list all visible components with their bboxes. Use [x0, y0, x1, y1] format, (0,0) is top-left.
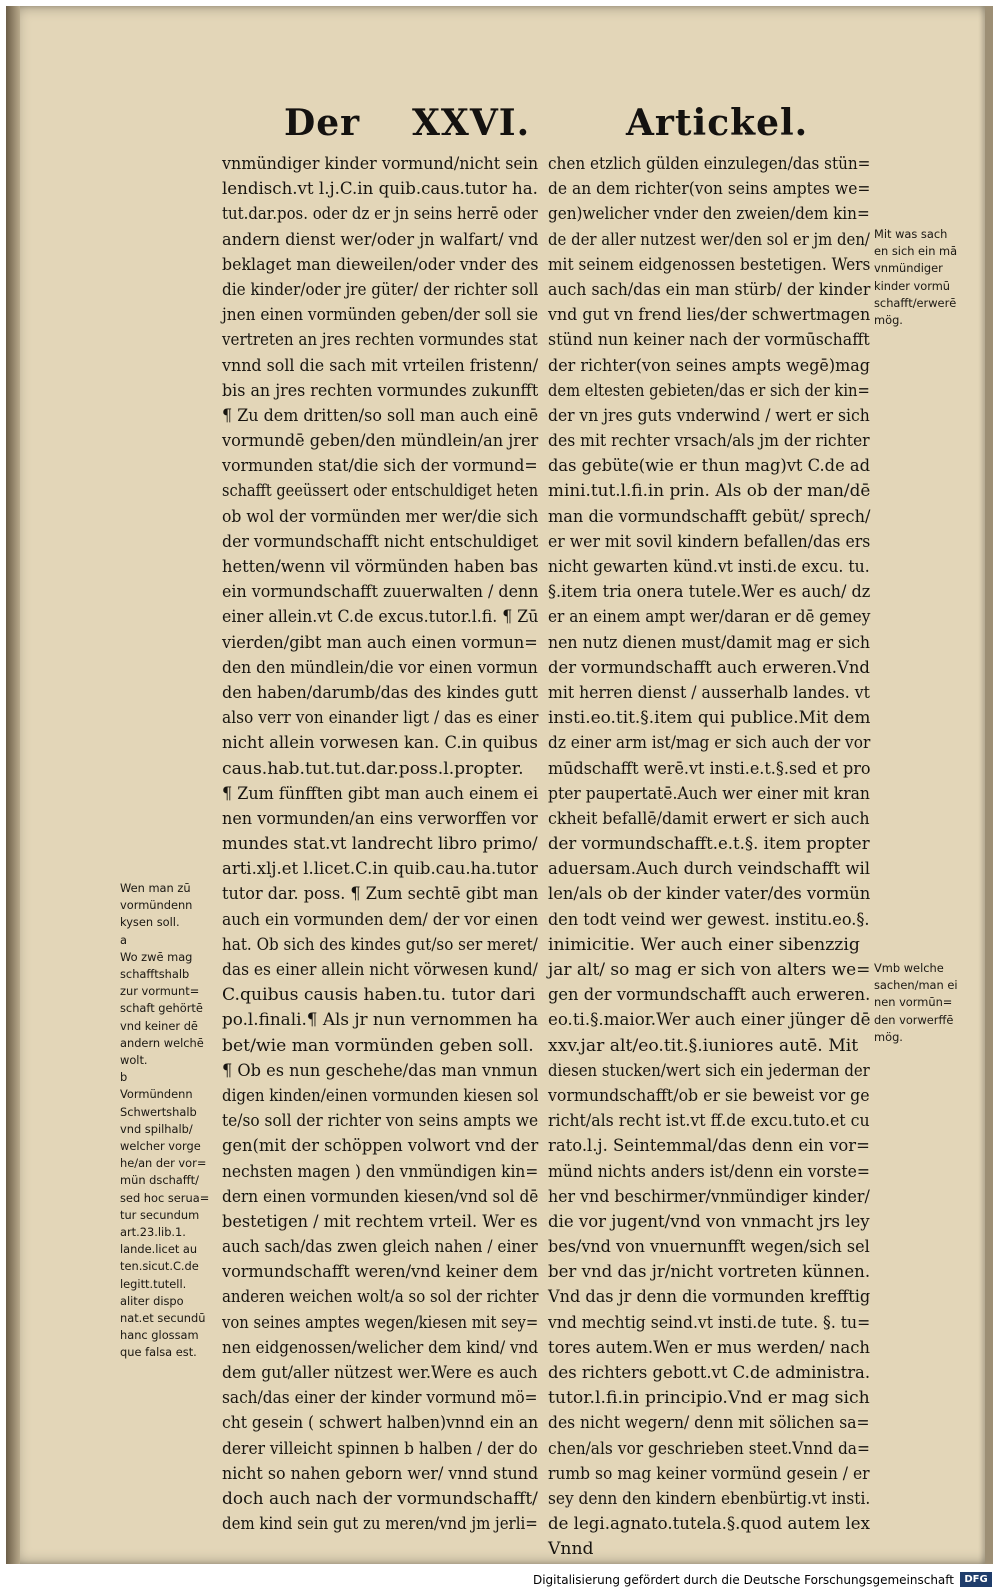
text-line: sey denn den kindern ebenbürtig.vt insti.: [548, 1488, 871, 1509]
text-line: vnd gut vn frend lies/der schwertmagen: [548, 305, 871, 326]
header-center: XXVI.: [412, 102, 531, 144]
margin-note-line: aliter dispo: [120, 1293, 184, 1308]
text-line: vormundschafft/ob er sie beweist vor ge: [548, 1085, 870, 1106]
text-line: derer villeicht spinnen b halben / der do: [222, 1438, 538, 1459]
margin-note-line: art.23.lib.1.: [120, 1225, 186, 1240]
footer-bar: [0, 1570, 1000, 1591]
text-line: sach/das einer der kinder vormund mö=: [222, 1388, 538, 1409]
text-line: des mit rechter vrsach/als jm der richter: [548, 431, 870, 452]
text-line: gen(mit der schöppen volwort vnd der: [222, 1136, 539, 1157]
text-line: den haben/darumb/das des kindes gutt: [222, 682, 538, 703]
margin-note-line: b: [120, 1070, 128, 1085]
margin-note-line: ten.sicut.C.de: [120, 1259, 199, 1274]
text-line: gen)welicher vnder den zweien/dem kin=: [548, 204, 870, 225]
margin-note-line: vormündenn: [120, 898, 193, 913]
text-line: nen nutz dienen must/damit mag er sich: [548, 632, 871, 653]
margin-note-line: nen vormūn=: [874, 995, 953, 1010]
text-line: des richters gebott.vt C.de administra.: [548, 1363, 871, 1383]
text-line: vnnd soll die sach mit vrteilen fristenn/: [222, 355, 539, 376]
text-line: ein vormundschafft zuuerwalten / denn: [222, 582, 539, 603]
text-line: das es einer allein nicht vörwesen kund/: [222, 960, 538, 980]
text-line: diesen stucken/wert sich ein jederman der: [548, 1060, 870, 1081]
margin-note-line: vnd keiner dē: [120, 1018, 198, 1033]
margin-note-line: Wen man zū: [120, 881, 191, 895]
text-line: te/so soll der richter von seins ampts we: [222, 1111, 539, 1132]
text-line: tores autem.Wen er mus werden/ nach: [548, 1337, 870, 1358]
text-line: jar alt/ so mag er sich von alters we=: [548, 960, 871, 980]
page-header: [0, 102, 1000, 148]
text-line: die vor jugent/vnd von vnmacht jrs ley: [548, 1211, 870, 1232]
margin-note-line: he/an der vor=: [120, 1156, 207, 1171]
text-line: de an dem richter(von seins amptes we=: [548, 179, 871, 200]
left-text-column: [222, 152, 538, 1537]
dfg-logo: DFG: [960, 1572, 992, 1587]
margin-note-line: wolt.: [120, 1053, 148, 1068]
text-line: der richter(von seines ampts wegē)mag: [548, 355, 870, 376]
text-line: des nicht wegern/ denn mit sölichen sa=: [548, 1413, 870, 1434]
left-margin-notes: [120, 880, 218, 1362]
text-line: Vnd das jr denn die vormunden krefftig: [548, 1287, 871, 1308]
text-line: vormunden stat/die sich der vormund=: [222, 456, 538, 477]
text-line: vnd mechtig seind.vt insti.de tute. §. tu=: [548, 1312, 871, 1333]
text-line: inimicitie. Wer auch einer sibenzzig: [548, 934, 860, 955]
margin-note-line: andern welchē: [120, 1035, 204, 1050]
text-line: dem gut/aller nützest wer.Were es auch: [222, 1363, 538, 1383]
text-line: ber vnd das jr/nicht vortreten künnen.: [548, 1262, 871, 1283]
text-line: auch sach/das ein man stürb/ der kinder: [548, 279, 871, 300]
text-line: bestetigen / mit rechtem vrteil. Wer es: [222, 1211, 538, 1232]
margin-note-line: kinder vormū: [874, 278, 951, 293]
text-line: der vn jres guts vnderwind / wert er sich: [548, 405, 870, 426]
text-line: mundes stat.vt landrecht libro primo/: [222, 834, 538, 855]
text-line: ¶ Zum fünfften gibt man auch einem ei: [222, 783, 539, 804]
text-line: chen/als vor geschrieben steet.Vnnd da=: [548, 1438, 870, 1459]
text-line: po.l.finali.¶ Als jr nun vernommen ha: [222, 1010, 539, 1031]
text-line: aduersam.Auch durch veindschafft wil: [548, 859, 871, 880]
text-line: auch sach/das zwen gleich nahen / einer: [222, 1237, 538, 1258]
text-line: bet/wie man vormünden geben soll.: [222, 1035, 534, 1056]
text-line: nechsten magen ) den vnmündigen kin=: [222, 1161, 539, 1182]
text-line: rumb so mag keiner vormünd gesein / er: [548, 1463, 870, 1484]
text-line: bes/vnd von vnuernunfft wegen/sich sel: [548, 1237, 870, 1258]
margin-note-line: welcher vorge: [120, 1139, 201, 1154]
header-right: Artickel.: [626, 102, 809, 144]
text-line: C.quibus causis haben.tu. tutor dari: [222, 985, 536, 1006]
margin-note-line: lande.licet au: [120, 1242, 198, 1257]
text-line: vierden/gibt man auch einen vormun=: [222, 632, 538, 653]
text-line: das gebüte(wie er thun mag)vt C.de ad: [548, 456, 871, 477]
text-line: Vnnd: [548, 1539, 594, 1560]
text-line: anderen weichen wolt/a so sol der richter: [222, 1287, 539, 1308]
text-line: mini.tut.l.fi.in prin. Als ob der man/dē: [548, 481, 871, 502]
margin-note-line: mög.: [874, 1029, 903, 1044]
margin-note-line: kysen soll.: [120, 915, 180, 930]
margin-note-line: den vorwerffē: [874, 1012, 954, 1027]
margin-note-line: Vormündenn: [120, 1087, 193, 1102]
margin-note-line: tur secundum: [120, 1207, 200, 1222]
text-line: tutor.l.fi.in principio.Vnd er mag sich: [548, 1388, 870, 1409]
text-line: tutor dar. poss. ¶ Zum sechtē gibt man: [222, 884, 539, 905]
text-line: insti.eo.tit.§.item qui publice.Mit dem: [548, 708, 871, 729]
text-line: man die vormundschafft gebüt/ sprech/: [548, 506, 871, 527]
text-line: beklaget man dieweilen/oder vnder des: [222, 254, 539, 275]
margin-note-line: vnd spilhalb/: [120, 1121, 193, 1136]
text-line: richt/als recht ist.vt ff.de excu.tuto.et cu: [548, 1111, 870, 1132]
text-line: bis an jres rechten vormundes zukunfft: [222, 380, 539, 401]
footer-credit: Digitalisierung gefördert durch die Deutsche Forschungsgemeinschaft: [532, 1573, 954, 1587]
text-line: also verr von einander ligt / das es einer: [222, 708, 539, 729]
text-line: den den mündlein/die vor einen vormun: [222, 657, 538, 678]
margin-note-line: que falsa est.: [120, 1345, 197, 1360]
margin-note-line: schafft/erwerē: [874, 295, 957, 310]
margin-note-line: mög.: [874, 313, 903, 328]
text-line: nicht allein vorwesen kan. C.in quibus: [222, 733, 538, 754]
text-line: pter paupertatē.Auch wer einer mit kran: [548, 783, 870, 804]
margin-note-line: mün dschafft/: [120, 1173, 199, 1188]
text-line: einer allein.vt C.de excus.tutor.l.fi. ¶ Zū: [222, 607, 539, 628]
margin-note-line: vnmündiger: [874, 261, 943, 276]
text-line: de legi.agnato.tutela.§.quod autem lex: [548, 1514, 870, 1535]
text-line: die kinder/oder jre güter/ der richter soll: [222, 279, 539, 300]
text-line: digen kinden/einen vormunden kiesen sol: [222, 1085, 539, 1106]
text-line: §.item tria onera tutele.Wer es auch/ dz: [548, 582, 871, 603]
text-line: hetten/wenn vil vörmünden haben bas: [222, 557, 539, 577]
text-line: auch ein vormunden dem/ der vor einen: [222, 909, 539, 930]
text-line: nen eidgenossen/welicher dem kind/ vnd: [222, 1337, 539, 1358]
text-line: den todt veind wer gewest. institu.eo.§.: [548, 909, 870, 930]
text-line: mit seinem eidgenossen bestetigen. Wers: [548, 254, 871, 275]
text-line: von seines amptes wegen/kiesen mit sey=: [222, 1312, 539, 1333]
text-line: nicht so nahen geborn wer/ vnnd stund: [222, 1463, 539, 1484]
right-margin-note-top: [874, 226, 974, 329]
margin-note-line: sachen/man ei: [874, 978, 958, 993]
text-line: dem kind sein gut zu meren/vnd jm jerli=: [222, 1514, 538, 1535]
text-line: dem eltesten gebieten/das er sich der kin=: [548, 380, 870, 401]
text-line: schafft geeüssert oder entschuldiget heten: [222, 481, 539, 502]
text-line: chen etzlich gülden einzulegen/das stün=: [548, 154, 871, 174]
margin-note-line: zur vormunt=: [120, 984, 200, 999]
text-line: tut.dar.pos. oder dz er jn seins herrē oder: [222, 204, 538, 225]
text-line: xxv.jar alt/eo.tit.§.iuniores autē. Mit: [548, 1035, 859, 1056]
text-line: er wer mit sovil kindern befallen/das ers: [548, 531, 871, 552]
text-line: caus.hab.tut.tut.dar.poss.l.propter.: [222, 758, 524, 779]
margin-note-line: a: [120, 932, 127, 947]
text-line: her vnd beschirmer/vnmündiger kinder/: [548, 1186, 870, 1207]
text-line: mūdschafft werē.vt insti.e.t.§.sed et pro: [548, 758, 871, 779]
text-line: dern einen vormunden kiesen/vnd sol dē: [222, 1186, 539, 1207]
text-line: nicht gewarten künd.vt insti.de excu. tu.: [548, 557, 870, 577]
text-line: stünd nun keiner nach der vormūschafft: [548, 330, 870, 351]
text-line: der vormundschafft auch erweren.Vnd: [548, 657, 870, 678]
margin-note-line: nat.et secundū: [120, 1311, 206, 1326]
text-line: er an einem ampt wer/daran er dē gemey: [548, 607, 871, 628]
text-line: ckheit befallē/damit erwert er sich auch: [548, 808, 870, 829]
text-line: cht gesein ( schwert halben)vnnd ein an: [222, 1413, 539, 1434]
text-line: de der aller nutzest wer/den sol er jm den/: [548, 229, 870, 250]
text-line: vormundschafft weren/vnd keiner dem: [222, 1262, 538, 1283]
text-line: gen der vormundschafft auch erweren.: [548, 985, 871, 1006]
margin-note-line: hanc glossam: [120, 1328, 199, 1343]
header-left: Der: [284, 102, 361, 144]
margin-note-line: schafftshalb: [120, 967, 190, 982]
text-line: arti.xlj.et l.licet.C.in quib.cau.ha.tutor: [222, 859, 538, 880]
margin-note-line: Vmb welche: [874, 961, 944, 975]
right-margin-note-bottom: [874, 960, 974, 1046]
margin-note-line: Schwertshalb: [120, 1104, 197, 1119]
text-line: nen vormunden/an eins verworffen vor: [222, 808, 538, 829]
text-line: ¶ Zu dem dritten/so soll man auch einē: [222, 405, 539, 426]
text-line: rato.l.j. Seintemmal/das denn ein vor=: [548, 1136, 870, 1157]
text-line: eo.ti.§.maior.Wer auch einer jünger dē: [548, 1010, 871, 1031]
margin-note-line: sed hoc serua=: [120, 1190, 210, 1205]
text-line: mit herren dienst / ausserhalb landes. vt: [548, 682, 870, 703]
margin-note-line: en sich ein mā: [874, 244, 958, 259]
text-line: jnen einen vormünden geben/der soll sie: [222, 305, 539, 326]
text-line: dz einer arm ist/mag er sich auch der vor: [548, 733, 871, 754]
text-line: hat. Ob sich des kindes gut/so ser meret/: [222, 934, 538, 955]
text-line: vertreten an jres rechten vormundes stat: [222, 330, 538, 351]
text-line: doch auch nach der vormundschafft/: [222, 1488, 538, 1509]
page-spine-edge: [6, 6, 20, 1564]
margin-note-line: Wo zwē mag: [120, 949, 193, 964]
text-line: der vormundschafft.e.t.§. item propter: [548, 834, 870, 855]
text-line: ¶ Ob es nun geschehe/das man vnmun: [222, 1060, 538, 1081]
text-line: andern dienst wer/oder jn walfart/ vnd: [222, 229, 539, 250]
margin-note-line: legitt.tutell.: [120, 1276, 187, 1291]
text-line: der vormundschafft nicht entschuldiget: [222, 531, 539, 552]
text-line: münd nichts anders ist/denn ein vorste=: [548, 1161, 870, 1182]
text-line: len/als ob der kinder vater/des vormün: [548, 884, 871, 905]
text-line: vnmündiger kinder vormund/nicht sein: [222, 154, 539, 174]
right-text-column: [548, 152, 870, 1563]
text-line: lendisch.vt l.j.C.in quib.caus.tutor ha.: [222, 179, 538, 200]
text-line: ob wol der vormünden mer wer/die sich: [222, 506, 539, 527]
text-line: vormundē geben/den mündlein/an jrer: [222, 431, 539, 452]
margin-note-line: Mit was sach: [874, 227, 948, 241]
margin-note-line: schaft gehörtē: [120, 1001, 203, 1016]
